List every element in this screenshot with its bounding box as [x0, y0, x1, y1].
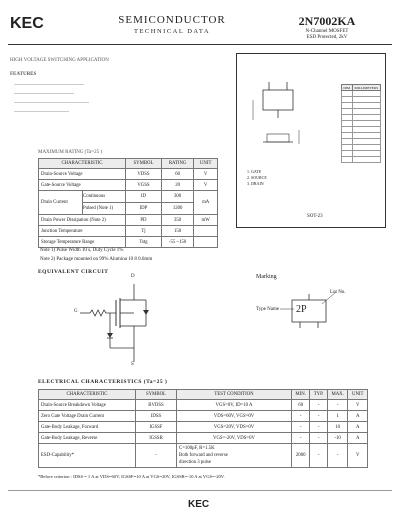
feature-line [14, 102, 89, 103]
table-row: Gate-Body Leakage, Forward IGSSF VGS=20V, VDS=0V - - 10 A [39, 422, 368, 433]
kec-logo-text: KEC [10, 15, 44, 30]
feature-line [14, 84, 84, 85]
pin-labels: 1. GATE 2. SOURCE 3. DRAIN [247, 169, 267, 186]
col-symbol: SYMBOL [126, 159, 162, 169]
package-outline-drawing [241, 60, 323, 160]
feature-list [14, 84, 134, 112]
marking-package-drawing [280, 292, 350, 332]
footer-logo-text: KEC [188, 499, 210, 508]
header-subtitle: TECHNICAL DATA [133, 28, 211, 35]
table-row: Drain Power Dissipation (Note 2) PD 350 mW [39, 215, 218, 226]
feature-line [14, 93, 74, 94]
table-row: Gate-Source Voltage VGSS 20 V [39, 180, 218, 191]
source-label: S [131, 362, 134, 367]
note-2: Note 2) Package mounted on 99% Alumina 10 8 0.6mm [40, 257, 153, 262]
part-desc-line-2: ESD Protected, 2kV [306, 35, 348, 40]
max-rating-header-row [39, 159, 218, 169]
type-name-label: Type Name [256, 307, 280, 312]
pin-2-label: SOURCE [251, 175, 267, 180]
footer-kec-logo [188, 498, 212, 508]
header-title: SEMICONDUCTOR [118, 14, 226, 26]
table-row: Storage Temperature Range Tstg -55 ~150 [39, 237, 218, 248]
equivalent-circuit-heading: EQUIVALENT CIRCUIT [38, 269, 109, 275]
col-characteristic: CHARACTERISTIC [39, 159, 126, 169]
kec-logo [10, 14, 48, 30]
table-row: IDP 1200 [39, 203, 218, 215]
marking-heading: Marking [256, 274, 277, 280]
pin-3-label: DRAIN [251, 181, 264, 186]
note-1: Note 1) Pulse Width 10 s, Duty Cycle 1% [40, 248, 124, 253]
dimension-table [341, 84, 381, 163]
col-rating: RATING [161, 159, 193, 169]
part-desc-line-1: N-Channel MOSFET [305, 29, 349, 34]
electrical-heading: ELECTRICAL CHARACTERISTICS (Ta=25 ) [38, 379, 168, 385]
table-row: Zero Gate Voltage Drain Current IDSS VDS=60V, VGS=0V - - 1 A [39, 411, 368, 422]
package-drawing-box [236, 53, 386, 228]
table-row: Drain Current Continuous Pulsed (Note 1) ID 300 mA [39, 191, 218, 203]
package-name: SOT-23 [307, 214, 323, 219]
marking-code: 2P [296, 304, 307, 315]
table-row: Gate-Body Leakage, Reverse IGSSR VGS=-20V, VDS=0V - - -10 A [39, 433, 368, 444]
max-rating-table [38, 158, 218, 248]
table-row: ESD-Capability* - C=100pF, R=1.5K Both forward and reverse direction 3 pulse 2000 - - V [39, 444, 368, 468]
equivalent-circuit-diagram [70, 278, 170, 366]
dim-mm-header: MILLIMETERS [352, 85, 380, 91]
lot-no-label: Lot No. [330, 290, 346, 295]
table-row: Junction Temperature Tj 150 [39, 226, 218, 237]
application-title: HIGH VOLTAGE SWITCHING APPLICATION [10, 58, 109, 63]
pin-1-label: GATE [251, 169, 262, 174]
header-rule [8, 44, 392, 45]
col-unit: UNIT [194, 159, 218, 169]
electrical-table [38, 389, 368, 468]
dim-header: DIM [343, 85, 351, 90]
footer-rule [8, 490, 392, 491]
features-heading: FEATURES [10, 72, 37, 77]
table-row: Drain-Source Voltage VDSS 60 V [39, 169, 218, 180]
gate-label: G [74, 309, 78, 314]
part-description [272, 29, 382, 41]
electrical-header-row: CHARACTERISTIC SYMBOL TEST CONDITION MIN. TYP. MAX. UNIT [39, 390, 368, 400]
table-row: Drain-Source Breakdown Voltage BVDSS VGS=0V, ID=10 A 60 - - V [39, 400, 368, 411]
max-rating-heading: MAXIMUM RATING (Ta=25 ) [38, 150, 102, 155]
feature-line [14, 111, 69, 112]
part-number: 2N7002KA [298, 14, 356, 28]
drain-label: D [131, 274, 135, 279]
electrical-footnote: *Before criterion : IDSS = 1 A at VDS=60V, IGSSF=10 A at VGS=20V, IGSSR=-10 A at VGS=-20V. [38, 474, 225, 479]
